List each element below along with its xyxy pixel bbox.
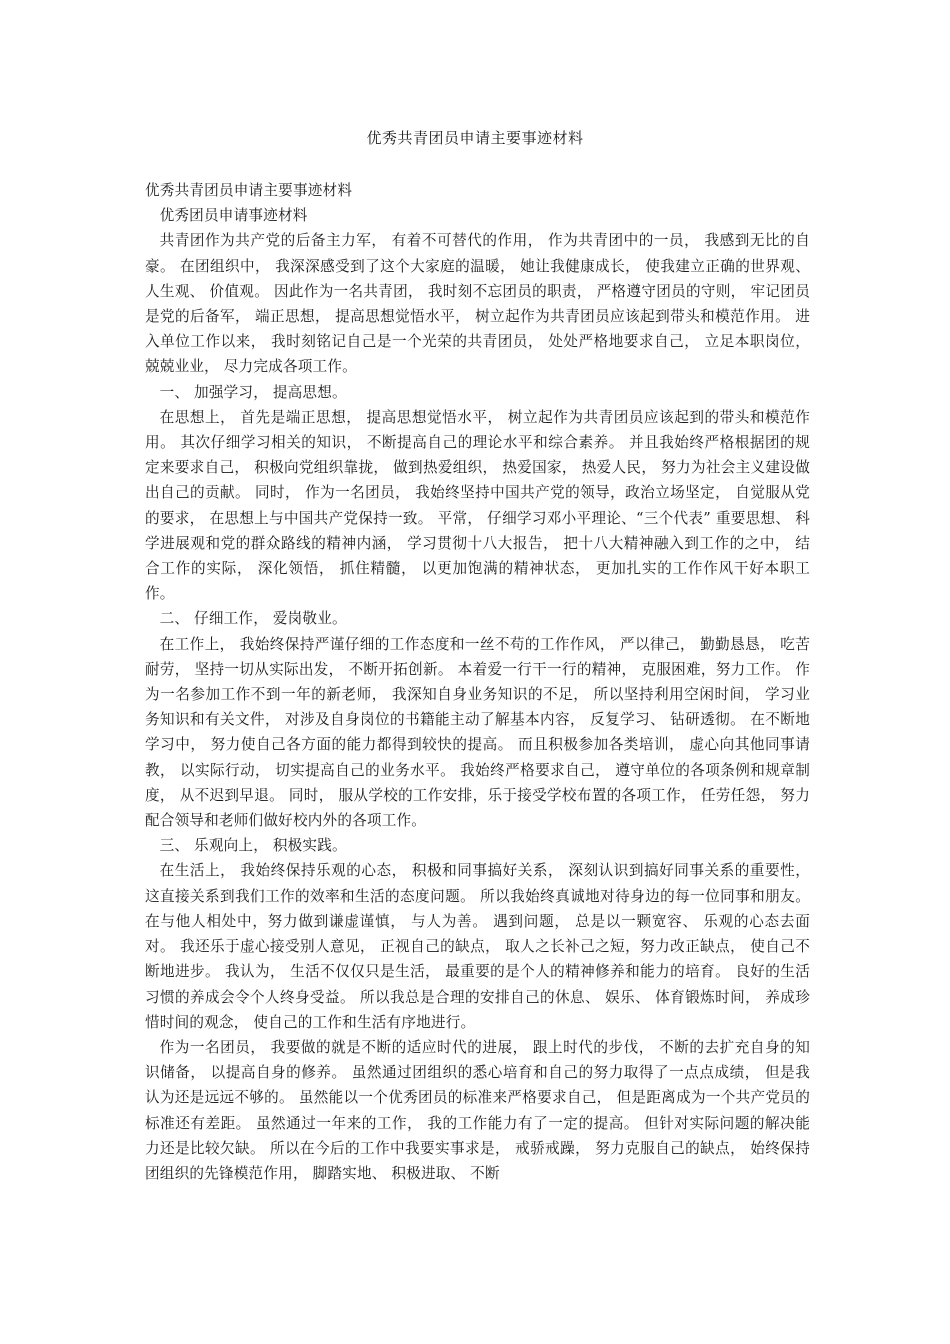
section-heading-3: 三、 乐观向上， 积极实践。	[159, 837, 347, 855]
paragraph-intro: 共青团作为共产党的后备主力军， 有着不可替代的作用， 作为共青团中的一员， 我感到无比的自豪。 在团组织中， 我深深感受到了这个大家庭的温暖， 她让我健康成长， 使我建立正确的世界观、 人生观、 价值观。 因此作为一名共青团， 我时刻不忘团员的职责， 严格遵守团员的守则， 牢记团员是党的后备军， 端正思想， 提高思想觉悟水平， 树立起作为共青团员应该起到带头和模范作用。 进入单位工作以来， 我时刻铭记自己是一个光荣的共青团员， 处处严格地要求自己， 立足本职岗位， 兢兢业业， 尽力完成各项工作。	[145, 232, 810, 376]
paragraph-life: 在生活上， 我始终保持乐观的心态， 积极和同事搞好关系， 深刻认识到搞好同事关系的重要性， 这直接关系到我们工作的效率和生活的态度问题。 所以我始终真诚地对待身边的每一位同事和朋友。 在与他人相处中，努力做到谦虚谨慎， 与人为善。 遇到问题， 总是以一颗宽容、 乐观的心态去面对。 我还乐于虚心接受别人意见， 正视自己的缺点， 取人之长补己之短，努力改正缺点， 使自己不断地进步。 我认为， 生活不仅仅只是生活， 最重要的是个人的精神修养和能力的培育。 良好的生活习惯的养成会令个人终身受益。 所以我总是合理的安排自己的休息、 娱乐、 体育锻炼时间， 养成珍惜时间的观念， 使自己的工作和生活有序地进行。	[145, 862, 810, 1031]
paragraph-study: 在思想上， 首先是端正思想， 提高思想觉悟水平， 树立起作为共青团员应该起到的带头和模范作用。 其次仔细学习相关的知识， 不断提高自己的理论水平和综合素养。 并且我始终严格根据团的规定来要求自己， 积极向党组织靠拢， 做到热爱组织， 热爱国家， 热爱人民， 努力为社会主义建设做出自己的贡献。 同时， 作为一名团员， 我始终坚持中国共产党的领导，政治立场坚定， 自觉服从党的要求， 在思想上与中国共产党保持一致。 平常， 仔细学习邓小平理论、“三个代表” 重要思想、 科学进展观和党的群众路线的精神内涵， 学习贯彻十八大报告， 把十八大精神融入到工作的之中， 结合工作的实际， 深化领悟， 抓住精髓， 以更加饱满的精神状态， 更加扎实的工作作风干好本职工作。	[145, 408, 810, 603]
paragraph-conclusion: 作为一名团员， 我要做的就是不断的适应时代的进展， 跟上时代的步伐， 不断的去扩充自身的知识储备， 以提高自身的修养。 虽然通过团组织的悉心培育和自己的努力取得了一点点成绩， 但是我认为还是远远不够的。 虽然能以一个优秀团员的标准来严格要求自己， 但是距离成为一个共产党员的标准还有差距。 虽然通过一年来的工作， 我的工作能力有了一定的提高。 但针对实际问题的解决能力还是比较欠缺。 所以在今后的工作中我要实事求是， 戒骄戒躁， 努力克服自己的缺点， 始终保持团组织的先锋模范作用， 脚踏实地、 积极进取、 不断	[145, 1038, 810, 1182]
document-body	[145, 178, 810, 1186]
paragraph-work: 在工作上， 我始终保持严谨仔细的工作态度和一丝不苟的工作作风， 严以律己， 勤勤恳恳， 吃苦耐劳， 坚持一切从实际出发， 不断开拓创新。 本着爱一行干一行的精神， 克服困难，努力工作。 作为一名参加工作不到一年的新老师， 我深知自身业务知识的不足， 所以坚持利用空闲时间， 学习业务知识和有关文件， 对涉及自身岗位的书籍能主动了解基本内容， 反复学习、 钻研透彻。 在不断地学习中， 努力使自己各方面的能力都得到较快的提高。 而且积极参加各类培训， 虚心向其他同事请教， 以实际行动， 切实提高自己的业务水平。 我始终严格要求自己， 遵守单位的各项条例和规章制度， 从不迟到早退。 同时， 服从学校的工作安排，乐于接受学校布置的各项工作， 任劳任怨， 努力配合领导和老师们做好校内外的各项工作。	[145, 635, 810, 830]
section-heading-2: 二、 仔细工作， 爱岗敬业。	[159, 610, 347, 628]
section-heading-1: 一、 加强学习， 提高思想。	[159, 383, 347, 401]
document-subtitle: 优秀共青团员申请主要事迹材料	[145, 182, 353, 199]
section-title: 优秀团员申请事迹材料	[159, 207, 308, 225]
document-title: 优秀共青团员申请主要事迹材料	[366, 129, 584, 147]
